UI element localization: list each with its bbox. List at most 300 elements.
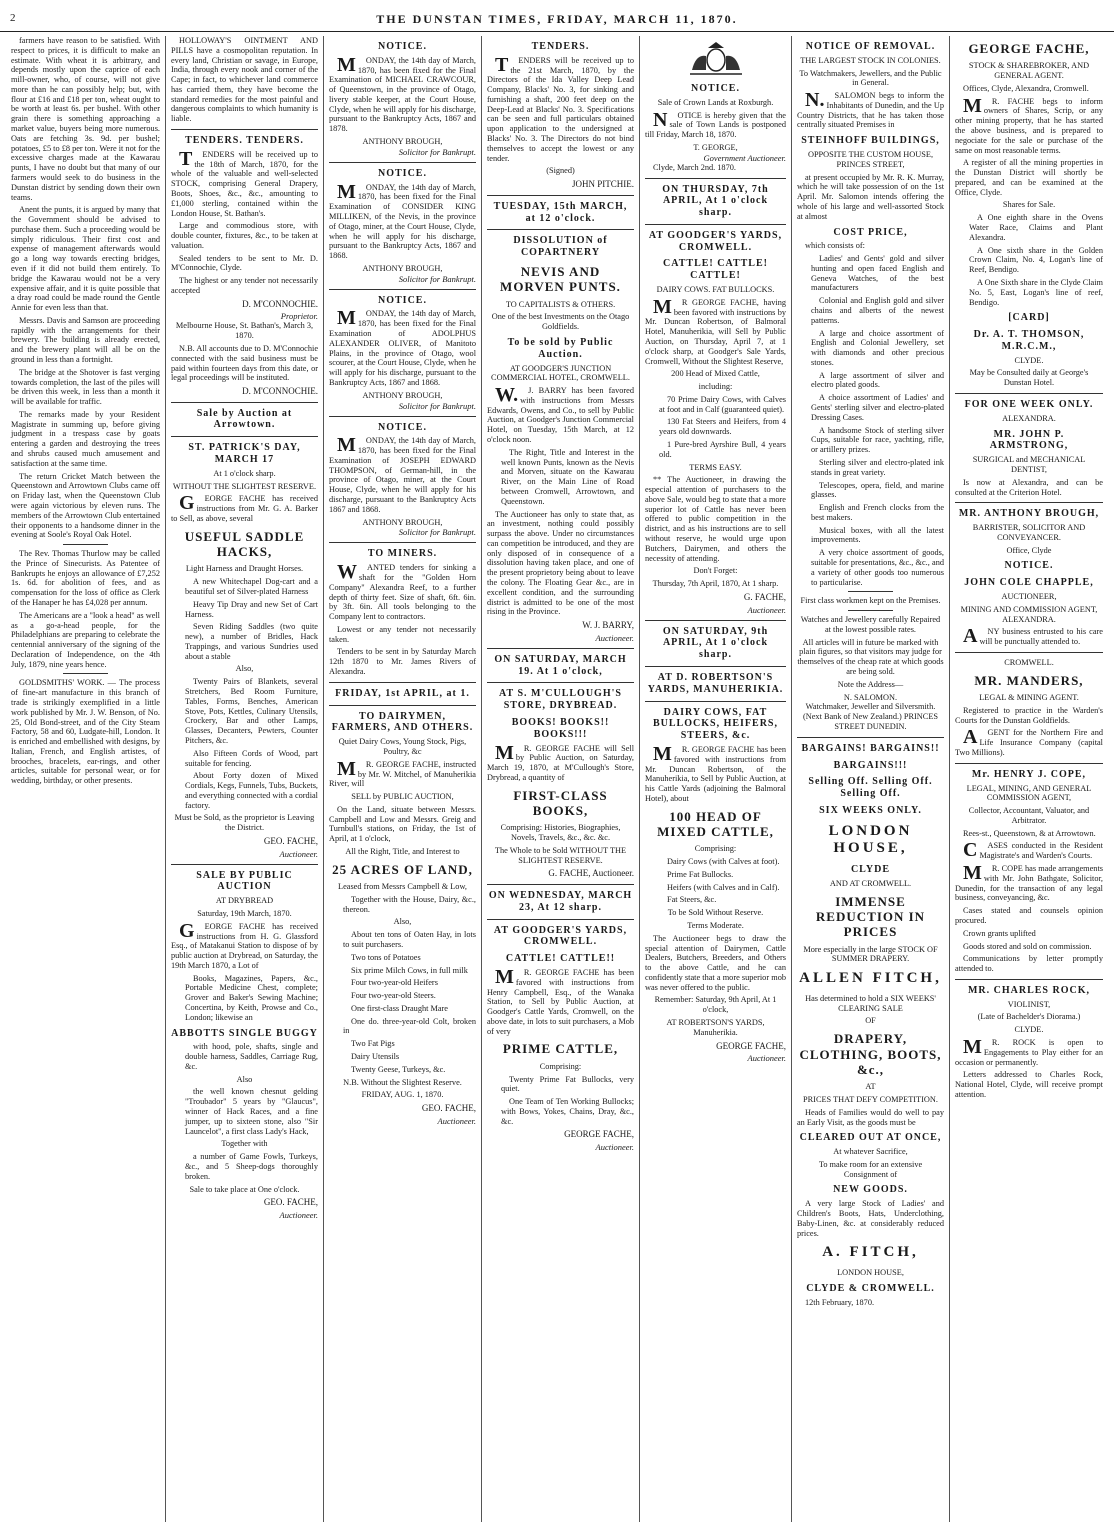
divider: [487, 682, 634, 683]
auction-date: ST. PATRICK'S DAY, MARCH 17: [188, 442, 301, 466]
divider: [171, 129, 318, 130]
divider: [645, 620, 786, 621]
column-4: [482, 36, 640, 1522]
signature: G. FACHE,: [743, 591, 786, 602]
clyde: CLYDE: [850, 864, 891, 876]
register: A register of all the mining properties in the Dunstan District will shortly be prepared, and can be examined at the Office, Clyde.: [955, 158, 1103, 197]
list-item: A large and choice assortment of English and Colonial Jewellery, set with diamonds and other precious stones.: [811, 328, 944, 367]
punts-title: NEVIS AND MORVEN PUNTS.: [500, 263, 621, 295]
list-item: Musical boxes, with all the latest improvements.: [811, 525, 944, 545]
notice-body: MONDAY, the 14th day of March, 1870, has been fixed for the Final Examination of CONSIDER KING MILLIKEN, of the Nevis, in the province of Otago, miner, at the Court House, Clyde, when he will apply for his discharge, pursuant to the Bankruptcy Acts, 1867 and 1868.: [329, 180, 476, 261]
nota-bene: N.B. All accounts due to D. M'Connochie connected with the said business must be paid within fourteen days from this date, or legal proceedings will be instituted.: [171, 343, 318, 383]
any-business: ANY business entrusted to his care will be punctually attended to.: [963, 625, 1103, 648]
signature: GEORGE FACHE,: [564, 1129, 634, 1140]
new-goods: NEW GOODS.: [833, 1184, 908, 1196]
notice-title: NOTICE.: [378, 41, 427, 52]
comprising: Comprising:: [694, 844, 737, 854]
hacks-subtitle: Light Harness and Draught Horses.: [185, 564, 304, 574]
signature-role: Auctioneer.: [279, 848, 318, 859]
broker: STOCK & SHAREBROKER, AND GENERAL AGENT.: [968, 61, 1090, 81]
divider: [329, 682, 476, 683]
list-item: About Forty dozen of Mixed Cordials, Kegs, Funnels, Tubs, Buckets, and everything connected with a cordial factory.: [185, 771, 318, 810]
yards-place: AT GOODGER'S YARDS, CROMWELL.: [493, 924, 628, 948]
signature: JOHN PITCHIE.: [572, 179, 634, 190]
divider: [487, 229, 634, 230]
cope: Mr. HENRY J. COPE,: [971, 768, 1087, 780]
list-item: Twenty Prime Fat Bullocks, very quiet.: [501, 1074, 634, 1094]
signature: D. M'CONNOCHIE.: [242, 386, 318, 397]
column-6: [792, 36, 950, 1522]
make-room: To make room for an extensive Consignment of: [818, 1159, 923, 1179]
reminder-date: Thursday, 7th April, 1870, At 1 sharp.: [652, 579, 779, 589]
cattle-title: CATTLE! CATTLE!!: [505, 953, 616, 965]
list-item: Two tons of Potatoes: [351, 952, 421, 962]
comprising: Comprising:: [539, 1061, 582, 1071]
auction-reserve: WITHOUT THE SLIGHTEST RESERVE.: [172, 481, 317, 491]
list-item: 1 Pure-bred Ayrshire Bull, 4 years old.: [659, 440, 786, 459]
article-paragraph: The Rev. Thomas Thurlow may be called the Prince of Sinecurists. As Patentee of Bankrupts he enjoys an allowance of £7,252 1s. 6d. for abolition of fees, and as compensation for the loss of office as Clerk of the Hanaper he has £4,028 per annum.: [11, 549, 160, 607]
column-1: [6, 36, 166, 1522]
dairy-right: All the Right, Title, and Interest to: [345, 846, 460, 856]
capitalists: TO CAPITALISTS & OTHERS.: [505, 299, 616, 309]
list-item: A large assortment of silver and electro plated goods.: [811, 370, 944, 390]
books-title: BOOKS! BOOKS!! BOOKS!!!: [511, 716, 610, 740]
rees-street: Rees-st., Queenstown, & at Arrowtown.: [963, 828, 1096, 838]
article-paragraph: The Americans are a "look a head" as well as a go-a-head people, for the Philadelphians are preparing to celebrate the centennial anniversary of the signing of the Declaration of Independence, on the 4th July, 1879, nine years hence.: [11, 610, 160, 669]
page-number: 2: [10, 12, 16, 24]
alexandra: ALEXANDRA.: [1002, 413, 1056, 423]
tenders-body: Sealed tenders to be sent to Mr. D. M'Connochie, Clyde.: [171, 253, 318, 273]
prices: PRICES THAT DEFY COMPETITION.: [803, 1094, 938, 1104]
registered: Registered to practice in the Warden's Courts for the Dunstan Goldfields.: [955, 705, 1103, 725]
list-item: Seven Riding Saddles (two quite new), a number of Bridles, Hack Trappings, and various Sundries used about a stable: [185, 622, 318, 661]
drapery: DRAPERY, CLOTHING, BOOTS, &c.,: [799, 1031, 942, 1077]
cost-price: COST PRICE,: [833, 226, 908, 238]
divider: [329, 705, 476, 706]
buggy-horses: the well known chesnut gelding "Troubador" 5 years by "Glaucus", winner of Hack Races, and a fine jumper, up to sixteen stone, also "Sir Launcelot", a first class Lady's Hack,: [185, 1087, 318, 1136]
sale-date: Saturday, 19th March, 1870.: [197, 908, 292, 918]
list-item: Together with the House, Dairy, &c., thereon.: [343, 894, 476, 914]
list-item: 130 Fat Steers and Heifers, from 4 years old downwards.: [659, 417, 786, 437]
immense-reduction: IMMENSE REDUCTION IN PRICES: [815, 893, 926, 940]
list-item: One first-class Draught Mare: [351, 1003, 448, 1013]
opposite: OPPOSITE THE CUSTOM HOUSE, PRINCES STREET,: [807, 150, 934, 169]
signature: T. GEORGE,: [693, 142, 738, 152]
divider: [955, 502, 1103, 503]
dairy-intro: MR. GEORGE FACHE, instructed by Mr. W. Mitchel, of Manuherikia River, will: [329, 757, 476, 789]
signature: GEO. FACHE,: [263, 835, 318, 846]
column-3: [324, 36, 482, 1522]
auction-intro: GEORGE FACHE has received instructions from Mr. G. A. Barker to Sell, as above, several: [171, 492, 318, 523]
signature: GEORGE FACHE,: [716, 1040, 786, 1051]
list-item: One Team of Ten Working Bullocks; with Bows, Yokes, Chains, Dray, &c., &c.: [501, 1097, 634, 1126]
sale-intro: GEORGE FACHE has received instructions from H. G. Glassford Esq., of Matakanui Station to dispose of by public auction at Drybread, on Saturday, the 19th March 1870, a Lot of: [171, 919, 318, 970]
signature: G. FACHE, Auctioneer.: [548, 868, 634, 879]
barry-state: The Auctioneer has only to state that, as an investment, nothing could possibly surpass the above. Under no circumstances can competition be introduced, and they are only disposed of in consequence of a dissolution having taken place, and one of the present proprietory being about to leave the colony. The Floating Gear &c., are in excellent condition, and the surrounding district is admitted to be one of the most rising in the Province.: [487, 509, 634, 617]
to-be-sold: To be sold by Public Auction.: [507, 336, 614, 360]
removal-title: NOTICE OF REMOVAL.: [805, 41, 936, 52]
miners-body: WANTED tenders for sinking a shaft for the "Golden Horn Company" Alexandra Reef, to a further depth of thirty feet. Size of shaft, 6ft. 6in. by 3ft. 6in. All tools belonging to the Company lent to contractors.: [329, 561, 476, 622]
divider: [329, 289, 476, 290]
address: Melbourne House, St. Bathan's, March 3, 1870.: [175, 321, 314, 341]
miners-title: TO MINERS.: [367, 548, 438, 560]
of: OF: [865, 1016, 876, 1026]
manders: MR. MANDERS,: [974, 672, 1084, 688]
signature-role: Solicitor for Bankrupt.: [398, 146, 476, 157]
notice: NOTICE.: [1004, 560, 1054, 572]
at-yards: AT ROBERTSON'S YARDS, Manuherikia.: [666, 1018, 765, 1037]
tenders-title: TENDERS. TENDERS.: [185, 135, 304, 147]
divider: [171, 436, 318, 437]
more-especially: More especially in the large STOCK OF SUMMER DRAPERY.: [803, 944, 938, 964]
cleared-out: CLEARED OUT AT ONCE,: [799, 1132, 942, 1144]
article-paragraph: The return Cricket Match between the Queenstown and Arrowtown Clubs came off on Friday last, when the Queenstown Club were again victorious by eleven runs. The members of the Arrowtown Club entertained their opponents to a handsome dinner in the evening at Soole's Royal Oak Hotel.: [11, 471, 160, 540]
notice-body: MONDAY, the 14th day of March, 1870, has been fixed for the Final Examination of JOSEPH EDWARD THOMPSON, of German-hill, in the province of Otago, miner, at the Court House, Clyde, when he will apply for his discharge, pursuant to the Bankruptcy Acts 1867 and 1868.: [329, 434, 476, 514]
reserve: To be Sold Without Reserve.: [667, 908, 764, 918]
royal-crest-icon: [686, 40, 746, 78]
tenders-body: The highest or any tender not necessarily accepted: [171, 276, 318, 295]
newspaper-title: THE DUNSTAN TIMES, FRIDAY, MARCH 11, 1870.: [376, 12, 738, 26]
violinist: VIOLINIST,: [1007, 999, 1051, 1009]
tenders-signed: (Signed): [546, 166, 575, 176]
cattle-title: CATTLE! CATTLE! CATTLE!: [663, 258, 768, 282]
goods-stored: Goods stored and sold on commission.: [963, 941, 1092, 951]
chapple: JOHN COLE CHAPPLE,: [964, 577, 1094, 589]
sale-place: AT DRYBREAD: [215, 896, 274, 906]
buggy-place: Sale to take place at One o'clock.: [189, 1184, 300, 1194]
terms: Terms Moderate.: [687, 920, 744, 930]
buggy-desc: with hood, pole, shafts, single and double harness, Saddles, Carriage Rug, &c.: [185, 1042, 318, 1071]
list-item: Heavy Tip Dray and new Set of Cart Harness.: [185, 599, 318, 619]
bargains: BARGAINS! BARGAINS!!: [801, 742, 940, 754]
investment: One of the best Investments on the Otago Goldfields.: [491, 312, 630, 332]
buggy-fowls: a number of Game Fowls, Turkeys, &c., and 5 Sheep-dogs thoroughly broken.: [185, 1152, 318, 1181]
list-item: Twenty Pairs of Blankets, several Stretchers, Bed Room Furniture, Tables, Forms, Benches, American Stove, Pots, Kettles, Culinary Utensils, Crockery, Bar and other Lamps, Glasses, Decanters, Pewters, Counter Pitchers, &c.: [185, 677, 318, 745]
largest-stock: THE LARGEST STOCK IN COLONIES.: [800, 55, 941, 65]
cope-sub: Collector, Accountant, Valuator, and Arbitrator.: [968, 806, 1090, 825]
divider: [329, 162, 476, 163]
cattle-intro: MR. GEORGE FACHE has been favored with instructions from Mr. Duncan Robertson, of the Manuherikia, to Sell by Public Auction, at his Cattle Yards (adjoining the Balmoral Hotel), about: [645, 742, 786, 803]
cases-stated: Cases stated and counsels opinion procured.: [955, 906, 1103, 925]
article-paragraph: The bridge at the Shotover is fast verging towards completion, the last of the piles will be driven this week, in less than a month it will be available for traffic.: [11, 367, 160, 407]
list-item: Fat Steers, &c.: [667, 895, 717, 905]
salomon-name: N. SALOMON.: [843, 692, 898, 702]
buggy-with: Together with: [221, 1139, 268, 1149]
signature: GEO. FACHE,: [421, 1103, 476, 1114]
steinhoff: STEINHOFF BUILDINGS,: [801, 135, 940, 147]
notice-title: NOTICE.: [378, 294, 427, 306]
barry-right: The Right, Title and Interest in the well known Punts, known as the Nevis and Morven, situate on the Kawarau River, on the Main Line of Road between Cromwell, Arrowtown, and Queenstown.: [501, 447, 634, 506]
brough: MR. ANTHONY BROUGH,: [958, 508, 1100, 520]
thursday-date: ON THURSDAY, 7th APRIL, At 1 o'clock sharp.: [662, 183, 769, 219]
tenders-body: TENDERS will be received up to the 21st March, 1870, by the Directors of the Ida Valley Deep Lead Company, Blacks' No. 3, for sinking and furnishing a shaft, 200 feet deep on the Deep-Lead at Blacks' No. 3. Specifications can be seen and full particulars obtained upon application to the undersigned at Blacks' No. 3. The Directors do not bind themselves to accept the lowest or any tender.: [487, 53, 634, 163]
divider: [487, 919, 634, 920]
column-5: [640, 36, 792, 1522]
london-house: LONDON HOUSE,: [837, 1268, 904, 1278]
to-watchmakers: To Watchmakers, Jewellers, and the Public in General.: [799, 68, 942, 88]
books-whole: The Whole to be Sold WITHOUT THE SLIGHTEST RESERVE.: [494, 845, 627, 865]
crown-lands: Sale of Crown Lands at Roxburgh.: [657, 97, 774, 107]
list-item: Also,: [235, 664, 254, 674]
sale-books: Books, Magazines, Papers, &c., Portable Medicine Chest, complete; Grover and Baker's Sewing Machine; Concertina, by Keith, Prowse and Co., London; likewise an: [185, 973, 318, 1022]
signature: ANTHONY BROUGH,: [362, 390, 443, 400]
rock-clyde: CLYDE.: [1014, 1025, 1044, 1035]
list-item: Four two-year-old Steers.: [351, 991, 436, 1001]
divider: [797, 737, 944, 738]
list-item: Two Fat Pigs: [351, 1039, 395, 1049]
dairy-heading: DAIRY COWS, FAT BULLOCKS, HEIFERS, STEERS, &c.: [653, 706, 778, 742]
office-clyde: Office, Clyde: [1006, 545, 1052, 555]
shares-title: Shares for Sale.: [1002, 200, 1056, 210]
card: [CARD]: [1008, 312, 1050, 324]
consulted: May be Consulted daily at George's Dunstan Hotel.: [969, 368, 1089, 388]
signature: GEO. FACHE,: [263, 1197, 318, 1208]
buggy-title: ABBOTTS SINGLE BUGGY: [171, 1027, 318, 1039]
books-intro: MR. GEORGE FACHE will Sell by Public Auction, on Saturday, March 19, 1870, at M'Cullough's Store, Drybread, a quantity of: [487, 741, 634, 782]
signature-role: Auctioneer.: [437, 1115, 476, 1126]
six-weeks: SIX WEEKS ONLY.: [819, 804, 922, 816]
notice-body: MONDAY, the 14th day of March, 1870, has been fixed for the Final Examination of MICHAEL CRAWCOUR, of Queenstown, in the province of Otago, livery stable keeper, at the Court House, Clyde, when he will apply for his discharge, pursuant to the Bankruptcy Acts, 1867 and 1878.: [329, 53, 476, 134]
whatever-sacrifice: At whatever Sacrifice,: [833, 1147, 908, 1157]
one-week: FOR ONE WEEK ONLY.: [964, 399, 1094, 411]
first-books: FIRST-CLASS BOOKS,: [513, 787, 608, 818]
notice-title: NOTICE.: [378, 167, 427, 179]
at-present: at present occupied by Mr. R. K. Murray, which he will take possession of on the 1st April. Mr. Salomon intends offering the whole of his large and well-assorted Stock at almost: [797, 172, 944, 221]
list-item: Six prime Milch Cows, in full milk: [351, 965, 468, 975]
cromwell: CROMWELL.: [1004, 657, 1054, 667]
list-item: Prime Fat Bullocks.: [667, 869, 734, 879]
list-item: Ladies' and Gents' gold and silver hunting and open faced English and Geneva Watches, of the best manufacturers: [811, 254, 944, 293]
crown-grants: Crown grants uplifted: [963, 928, 1036, 938]
list-item: Colonial and English gold and silver chains and alberts of the newest patterns.: [811, 296, 944, 325]
clyde-cromwell: CLYDE & CROMWELL.: [806, 1282, 935, 1294]
holloway-advert: HOLLOWAY'S OINTMENT AND PILLS have a cosmopolitan reputation. In every land, Christian or savage, in Europe, India, through every nook and corner of the Cape; in fact, to whichever land commerce has carried them, they have become the standard remedies for the most painful and dangerous complaints to which humanity is liable.: [171, 36, 318, 124]
signature-role: Solicitor for Bankrupt.: [398, 400, 476, 411]
list-item: A One Sixth share in the Clyde Claim No. 5, East, Logan's line of reef, Bendigo.: [969, 277, 1103, 307]
agent: AGENT for the Northern Fire and Life Insurance Company (capital Two Millions).: [955, 726, 1103, 757]
rock-body: MR. ROCK is open to Engagements to Play either for an occasion or permanently.: [955, 1035, 1103, 1067]
divider: [645, 666, 786, 667]
saturday-date: ON SATURDAY, MARCH 19. At 1 o'clock,: [494, 653, 627, 677]
list-item: Twenty Geese, Turkeys, &c.: [351, 1064, 446, 1074]
note-address: Note the Address—: [837, 679, 904, 689]
prime-title: PRIME CATTLE,: [502, 1041, 619, 1057]
divider: [63, 673, 108, 674]
list-item: One do. three-year-old Colt, broken in: [343, 1016, 476, 1036]
divider: [848, 610, 892, 611]
signature-role: Auctioneer.: [747, 1053, 786, 1064]
tuesday-date: TUESDAY, 15th MARCH, at 12 o'clock.: [493, 200, 628, 224]
consists: which consists of:: [805, 241, 865, 251]
list-item: A choice assortment of Ladies' and Gents' sterling silver and electro-plated Dressing Cases.: [811, 393, 944, 422]
now-alexandra: Is now at Alexandra, and can be consulted at the Criterion Hotel.: [955, 477, 1103, 497]
dont-forget: Don't Forget:: [693, 566, 738, 576]
salomon-role: Watchmaker, Jeweller and Silversmith. (Next Bank of New Zealand.) PRINCES STREET DUNEDIN.: [802, 702, 939, 731]
divider: [171, 864, 318, 865]
determined: Has determined to hold a SIX WEEKS' CLEARING SALE: [805, 993, 936, 1013]
barry-intro: W.J. BARRY has been favored with instructions from Messrs Edwards, Owens, and Co., to sell by Public Auction, at Goodger's Junction Commercial Hotel, on Tuesday, 15th March, at 12 o'clock noon.: [487, 384, 634, 445]
divider: [645, 224, 786, 225]
list-item: About ten tons of Oaten Hay, in lots to suit purchasers.: [343, 930, 476, 949]
list-item: Also,: [393, 917, 412, 927]
fache-body: MR. FACHE begs to inform owners of Shares, Scrip, or any other mining property, that he has started the above business, and is prepared to negociate for the sale or purchase of the same on most reasonable terms.: [955, 94, 1103, 155]
divider: [645, 701, 786, 702]
signature-role: Government Auctioneer.: [703, 152, 786, 163]
cases: CASES conducted in the Resident Magistrate's and Warden's Courts.: [963, 839, 1103, 862]
late: (Late of Bachelder's Diorama.): [977, 1012, 1081, 1022]
remember: Remember: Saturday, 9th April, At 1 o'clock,: [654, 995, 777, 1015]
cattle-intro: MR. GEORGE FACHE has been favored with instructions from Henry Campbell, Esq., of the Wanaka Station, to Sell by Public Auction, at Goodger's Cattle Yards, Cromwell, on the above date, in lots to suit purchasers, a Mob of very: [487, 966, 634, 1036]
list-item: Four two-year-old Heifers: [351, 978, 438, 988]
page-header: [0, 6, 1114, 32]
list-item: A very choice assortment of goods, suitable for presentations, &c., &c., and a variety of other goods too numerous to particularise.: [811, 548, 944, 587]
signature-role: Auctioneer.: [747, 604, 786, 615]
notice-title: NOTICE.: [378, 421, 427, 433]
divider: [63, 544, 108, 545]
list-item: Sterling silver and electro-plated ink stands in great variety.: [811, 457, 944, 477]
store-place: AT S. M'CULLOUGH'S STORE, DRYBREAD.: [499, 688, 622, 712]
selling-off: Selling Off. Selling Off. Selling Off.: [808, 776, 933, 800]
signature-role: Solicitor for Bankrupt.: [398, 273, 476, 284]
cattle-intro: MR GEORGE FACHE, having been favored with instructions by Mr. Duncan Robertson, of Balmoral Hotel, Manuherikia, will Sell by Public Auction, on Thursday, April 7, at 1 o'clock sharp, at Goodger's Sale Yards, Cromwell, Without the Slightest Reserve,: [645, 295, 786, 366]
divider: [487, 884, 634, 885]
fitch-name: A. FITCH,: [822, 1244, 919, 1261]
list-item: Telescopes, opera, field, and marine glasses.: [811, 480, 944, 500]
miners-body: Tenders to be sent in by Saturday March 12th 1870 to Mr. James Rivers of Alexandra.: [329, 647, 476, 676]
heads-of-families: Heads of Families would do well to pay an Early Visit, as the goods must be: [797, 1107, 944, 1127]
rock: MR. CHARLES ROCK,: [967, 984, 1090, 996]
list-item: Heifers (with Calves and in Calf).: [667, 882, 780, 892]
article-paragraph: GOLDSMITHS' WORK. — The process of fine-art manufacture in this branch of trade is strikingly exemplified in a little work published by Mr. J. W. Benson, of No. 25, Old Bond-street, and of the City Steam Factory, 58 and 60, Ludgate-hill, London. It is enriched and embellished with designs, by Italian, French, and English artistes, of brooches, bracelets, ear-rings, and other articles, suitable for personal wear, or for wedding, birthday, or other presents.: [11, 678, 160, 786]
column-2: [166, 36, 324, 1522]
signature: D. M'CONNOCHIE.: [242, 298, 318, 309]
dairy-sub: Quiet Dairy Cows, Young Stock, Pigs, Poultry, &c: [338, 737, 467, 756]
divider: [955, 763, 1103, 764]
signature: W. J. BARRY,: [582, 620, 634, 631]
article-paragraph: The remarks made by your Resident Magistrate in summing up, before giving judgment in a trespass case by goats entering a garden and destroying the trees and shrubs caused much amusement and satisfaction at the same time.: [11, 409, 160, 468]
notice-title: NOTICE.: [691, 83, 740, 94]
junction: AT GOODGER'S JUNCTION COMMERCIAL HOTEL, CROMWELL.: [491, 363, 630, 383]
hacks-title: USEFUL SADDLE HACKS,: [184, 528, 305, 560]
date: 12th February, 1870.: [805, 1297, 875, 1307]
stock-note: A very large Stock of Ladies' and Children's Boots, Hats, Underclothing, Baby-Linen, &c. at considerably reduced prices.: [797, 1199, 944, 1238]
signature-role: Auctioneer.: [279, 1209, 318, 1220]
including: including:: [698, 382, 733, 392]
head-count: 200 Head of Mixed Cattle,: [671, 369, 760, 379]
divider: [848, 591, 892, 592]
articles-note: All articles will in future be marked with plain figures, so that visitors may judge for themselves of the cheap rate at which goods are being sold.: [797, 637, 944, 677]
article-paragraph: Anent the punts, it is argued by many that the Government should be advised to purchase them. Such a proceeding would be simply ridiculous. Their first cost and expense of management afterwards would go a long way towards erecting bridges, even if it did not build them entirely. To bridge the Kawarau would not be a very expensive affair, and it is quite possible that a dray road could be made round the Gentle Annie for even less than that.: [11, 205, 160, 313]
robertson-yards: AT D. ROBERTSON'S YARDS, MANUHERIKIA.: [647, 671, 784, 695]
date: FRIDAY, AUG. 1, 1870.: [361, 1090, 444, 1100]
salomon-intro: N.SALOMON begs to inform the Inhabitants of Dunedin, and the Up Country Districts, that he has taken those centrally situated Premises in: [797, 89, 944, 130]
auction-time: At 1 o'clock sharp.: [213, 468, 276, 478]
tenders-body: Large and commodious store, with double counter, fixtures, &c., to be taken at valuation.: [171, 221, 318, 250]
list-item: Dairy Utensils: [351, 1052, 400, 1062]
list-item: Dairy Cows (with Calves at foot).: [667, 857, 780, 867]
tenders-title: TENDERS.: [531, 41, 590, 52]
auctioneer: AUCTIONEER,: [1001, 592, 1057, 602]
divider: [487, 195, 634, 196]
auctioneer-note: The Auctioneer begs to draw the special attention of Dairymen, Cattle Dealers, Butchers, Breeders, and Others to the above Cattle, and he can confidently state that a more superior mob was never offered to the public.: [645, 933, 786, 992]
mining-agent: MINING AND COMMISSION AGENT, ALEXANDRA.: [960, 604, 1098, 624]
notice-body: MONDAY, the 14th day of March, 1870, has been fixed for the Final Examination of ADOLPHUS ALEXANDER OLIVER, of Manitoto Plains, in the province of Otago, wool scourer, at the Court House, Clyde, when he will apply for his discharge, pursuant to the Bankruptcy Acts, 1867 and 1868.: [329, 307, 476, 387]
doctor: Dr. A. T. THOMSON, M.R.C.M.,: [973, 329, 1085, 352]
tenders-body: TENDERS will be received up to the 18th of March, 1870, for the whole of the valuable and well-selected STOCK, comprising General Drapery, Boots, Shoes, &c., &c., amounting to £1,000 sterling, contained within the London House, St. Bathan's.: [171, 147, 318, 218]
signature: ANTHONY BROUGH,: [362, 263, 443, 273]
list-item: English and French clocks from the best makers.: [811, 503, 944, 522]
legal-agent: LEGAL & MINING AGENT.: [979, 693, 1079, 703]
clyde: CLYDE.: [1014, 355, 1044, 365]
books-comp: Comprising: Histories, Biographies, Novels, Travels, &c., &c. &c.: [500, 823, 621, 843]
list-item: A One eighth share in the Ovens Water Race, Claims and Plant Alexandra.: [969, 213, 1103, 242]
allen-fitch: ALLEN FITCH,: [799, 970, 942, 987]
cope-role: LEGAL, MINING, AND GENERAL COMMISSION AGENT,: [966, 783, 1092, 803]
list-item: Also Fifteen Cords of Wood, part suitable for fencing.: [185, 748, 318, 768]
dairy-title: TO DAIRYMEN, FARMERS, AND OTHERS.: [331, 710, 474, 734]
land-title: 25 ACRES OF LAND,: [332, 861, 473, 877]
dairy-heading: DAIRY COWS. FAT BULLOCKS.: [656, 285, 775, 295]
communications: Communications by letter promptly attended to.: [955, 954, 1103, 974]
at: AT: [865, 1082, 876, 1092]
signature: ANTHONY BROUGH,: [362, 517, 443, 527]
divider: [645, 178, 786, 179]
auction-title: Sale by Auction at Arrowtown.: [196, 407, 293, 431]
divider: [955, 652, 1103, 653]
land-lease: Leased from Messrs Campbell & Low,: [338, 882, 467, 892]
signature-role: Proprietor.: [280, 311, 318, 322]
dissolution-title: DISSOLUTION of COPARTNERY: [513, 235, 608, 259]
notice-body: NOTICE is hereby given that the sale of Town Lands is postponed till Friday, March 18, 1870.: [645, 108, 786, 140]
divider: [329, 542, 476, 543]
wednesday-date: ON WEDNESDAY, MARCH 23, At 12 sharp.: [488, 890, 633, 913]
signature-role: Solicitor for Bankrupt.: [398, 527, 476, 538]
letters: Letters addressed to Charles Rock, National Hotel, Clyde, will receive prompt attention.: [955, 1070, 1103, 1099]
offices: Offices, Clyde, Alexandra, Cromwell.: [963, 83, 1089, 93]
london-house: LONDON HOUSE,: [828, 822, 913, 857]
divider: [171, 402, 318, 403]
divider: [955, 979, 1103, 980]
list-item: A One sixth share in the Golden Crown Claim, No. 4, Logan's line of Reef, Bendigo.: [969, 245, 1103, 275]
friday-title: FRIDAY, 1st APRIL, at 1.: [335, 687, 470, 699]
list-item: A handsome Stock of sterling silver Cups, suitable for race, yachting, rifle, or artillery prizes.: [811, 425, 944, 455]
fache-name: GEORGE FACHE,: [968, 41, 1090, 56]
place-date: Clyde, March 2nd. 1870.: [653, 162, 736, 172]
workmen: First class workmen kept on the Premises.: [800, 596, 941, 606]
article-paragraph: Messrs. Davis and Samson are proceeding rapidly with the arrangements for their brewery. The building is already erected, and the brewery plant will all be on the ground in less than a fortnight.: [11, 315, 160, 364]
list-item: A new Whitechapel Dog-cart and a beautiful set of Silver-plated Harness: [185, 577, 318, 596]
signature: ANTHONY BROUGH,: [362, 137, 443, 147]
buggy-also: Also: [236, 1074, 253, 1084]
nota-bene: N.B. Without the Slightest Reserve.: [343, 1077, 462, 1087]
head-count: 100 HEAD OF MIXED CATTLE,: [657, 808, 774, 839]
armstrong: MR. JOHN P. ARMSTRONG,: [989, 428, 1069, 452]
dairy-place: On the Land, situate between Messrs. Campbell and Low and Messrs. Greig and Turnbull's stations, on Friday, the 1st of April, at 1 o'clock,: [329, 804, 476, 844]
newspaper-columns: [6, 36, 1108, 1522]
arrangements: MR. COPE has made arrangements with Mr. John Bathgate, Solicitor, Dunedin, for the transaction of any legal business, conveyancing, &c.: [955, 862, 1103, 903]
must-sold: Must be Sold, as the proprietor is Leaving the District.: [174, 813, 315, 833]
divider: [487, 648, 634, 649]
bargains: BARGAINS!!!: [833, 759, 908, 771]
article-paragraph: farmers have reason to be satisfied. With respect to prices, it is difficult to make an estimate. With wheat it is arbitrary, and depends mostly upon the caprice of each mill-owner, who, of course, will not give more than he can possibly help; but, with flour at £16 and £18 per ton, wheat ought to be worth at least 6s. per bushel. With other grain there is something approaching a market value, buyers being more numerous. Oats are fetching 3s. 9d. per bushel; potatoes, £5 to £8 per ton. Were it not for the excessive charges made at the Kawarau punts, I have no doubt but that many of our farmers would seek to do business in the Dunstan district by sending down their own teams.: [11, 36, 160, 202]
surgical: SURGICAL and MECHANICAL DENTIST,: [972, 455, 1086, 474]
barrister: BARRISTER, SOLICITOR AND CONVEYANCER.: [972, 523, 1086, 542]
terms: TERMS EASY.: [689, 462, 742, 472]
saturday-date: ON SATURDAY, 9th APRIL, At 1 o'clock sharp.: [662, 625, 769, 661]
miners-body: Lowest or any tender not necessarily taken.: [329, 624, 476, 644]
signature-role: Auctioneer.: [595, 632, 634, 643]
divider: [955, 393, 1103, 394]
